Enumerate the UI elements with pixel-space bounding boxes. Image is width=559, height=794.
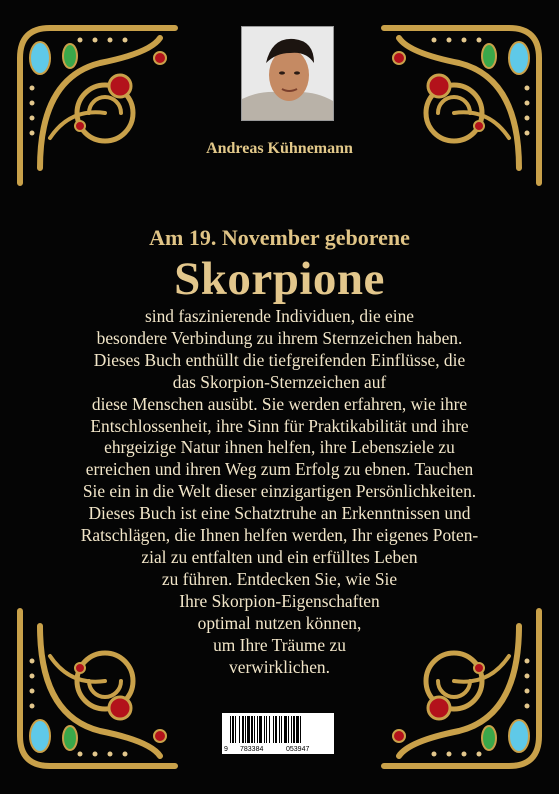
book-subtitle: Am 19. November geborene (149, 225, 410, 250)
barcode-bar (266, 716, 267, 743)
blurb-line: verwirklichen. (229, 656, 330, 677)
barcode-bar (242, 716, 244, 743)
blurb-line: diese Menschen ausübt. Sie werden erfahren, wie ihre (91, 393, 468, 414)
blurb-line: das Skorpion-Sternzeichen auf (172, 371, 387, 392)
blurb-line: sind faszinierende Individuen, die eine (145, 306, 414, 326)
barcode-bar (254, 716, 255, 743)
blurb-line: um Ihre Träume zu (213, 634, 346, 655)
barcode-left-group: 783384 (240, 746, 264, 753)
barcode-bar (275, 716, 277, 743)
barcode-bar (259, 716, 262, 743)
blurb-line: optimal nutzen können, (197, 612, 362, 633)
barcode-bar (257, 716, 258, 743)
blurb-line: erreichen und ihren Weg zum Erfolg zu ebnen. Tauchen (85, 459, 474, 480)
barcode-bar (296, 716, 299, 743)
isbn-barcode (222, 713, 334, 754)
blurb-line: Dieses Buch ist eine Schatztruhe an Erkenntnissen und (88, 503, 471, 524)
blurb-line: Dieses Buch enthüllt die tiefgreifenden Einflüsse, die (93, 349, 466, 370)
barcode-right-group: 053947 (286, 746, 310, 753)
barcode-bar (279, 716, 280, 743)
barcode-bar (239, 716, 240, 743)
barcode-bar (247, 716, 250, 743)
barcode-bar (291, 716, 292, 743)
author-name: Andreas Kühnemann (206, 140, 353, 157)
barcode-bar (264, 716, 265, 743)
blurb-line: ehrgeizige Natur ihnen helfen, ihre Lebensziele zu (104, 437, 455, 458)
barcode-bar (245, 716, 246, 743)
blurb-line: Ratschlägen, die Ihnen helfen werden, Ihr eigenes Poten- (80, 525, 479, 546)
barcode-bar (235, 716, 236, 743)
blurb-line: Sie ein in die Welt dieser einzigartigen Persönlichkeiten. (82, 481, 477, 502)
barcode-bar (230, 716, 231, 743)
barcode-lead-digit: 9 (224, 746, 228, 753)
barcode-bar (284, 716, 287, 743)
blurb-line: Ihre Skorpion-Eigenschaften (179, 590, 380, 611)
author-photo (241, 26, 334, 121)
barcode-bar (281, 716, 282, 743)
ornament-corner-top-right (374, 18, 549, 193)
barcode-bar (269, 716, 270, 743)
book-title: Skorpione (174, 253, 385, 305)
book-blurb (40, 306, 519, 678)
blurb-line: zu führen. Entdecken Sie, wie Sie (161, 568, 398, 589)
barcode-bar (300, 716, 301, 743)
barcode-bar (273, 716, 274, 743)
blurb-line: zial zu entfalten und ein erfülltes Leben (141, 546, 418, 567)
barcode-bars (222, 713, 334, 745)
barcode-bar (288, 716, 289, 743)
barcode-bar (251, 716, 253, 743)
ornament-corner-top-left (10, 18, 185, 193)
barcode-bar (232, 716, 234, 743)
blurb-line: Entschlossenheit, ihre Sinn für Praktikabilität und ihre (90, 415, 469, 436)
barcode-bar (293, 716, 295, 743)
blurb-line: besondere Verbindung zu ihrem Sternzeichen haben. (96, 327, 463, 348)
